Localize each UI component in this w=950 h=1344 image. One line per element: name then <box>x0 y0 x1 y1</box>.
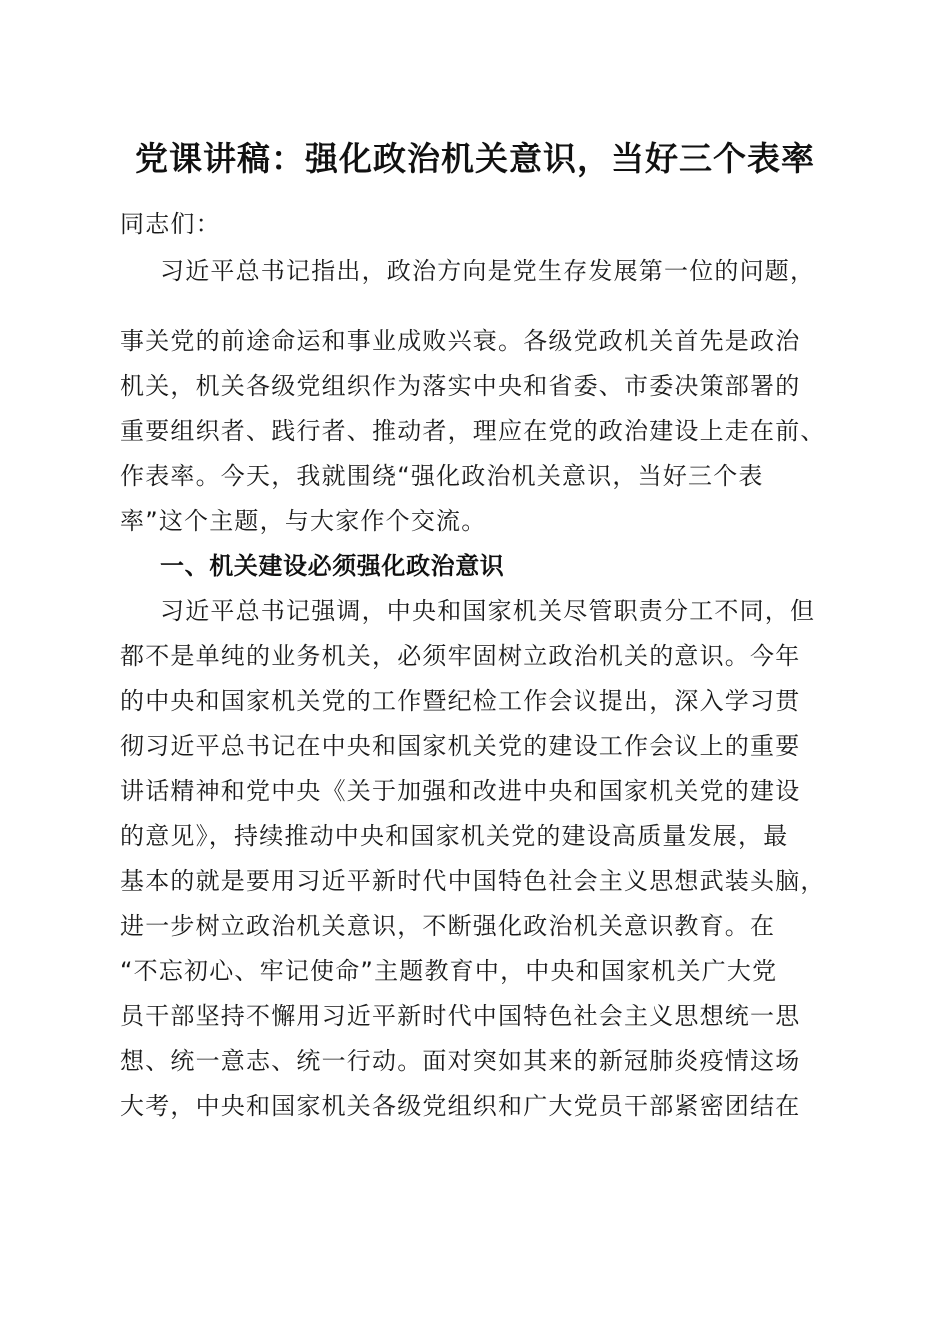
intro-line-1: 习近平总书记指出，政治方向是党生存发展第一位的问题， <box>160 257 816 285</box>
section-1-line-12: 大考，中央和国家机关各级党组织和广大党员干部紧密团结在 <box>120 1092 801 1120</box>
section-1-line-10: 员干部坚持不懈用习近平新时代中国特色社会主义思想统一思 <box>120 1002 801 1030</box>
intro-line-6: 率”这个主题，与大家作个交流。 <box>120 507 487 535</box>
document-title: 党课讲稿：强化政治机关意识，当好三个表率 <box>135 139 815 178</box>
section-1-line-6: 的意见》，持续推动中央和国家机关党的建设高质量发展，最 <box>120 822 789 850</box>
intro-line-5: 作表率。今天，我就围绕“强化政治机关意识，当好三个表 <box>120 462 764 490</box>
section-1-line-11: 想、统一意志、统一行动。面对突如其来的新冠肺炎疫情这场 <box>120 1047 801 1075</box>
section-1-line-8: 进一步树立政治机关意识，不断强化政治机关意识教育。在 <box>120 912 776 940</box>
salutation: 同志们： <box>120 210 221 238</box>
intro-line-2: 事关党的前途命运和事业成败兴衰。各级党政机关首先是政治 <box>120 327 801 355</box>
section-1-line-7: 基本的就是要用习近平新时代中国特色社会主义思想武装头脑， <box>120 867 826 895</box>
intro-line-3: 机关，机关各级党组织作为落实中央和省委、市委决策部署的 <box>120 372 801 400</box>
section-1-line-4: 彻习近平总书记在中央和国家机关党的建设工作会议上的重要 <box>120 732 801 760</box>
section-1-line-1: 习近平总书记强调，中央和国家机关尽管职责分工不同，但 <box>160 597 816 625</box>
section-1-line-2: 都不是单纯的业务机关，必须牢固树立政治机关的意识。今年 <box>120 642 801 670</box>
section-1-heading: 一、机关建设必须强化政治意识 <box>160 552 505 580</box>
section-1-line-3: 的中央和国家机关党的工作暨纪检工作会议提出，深入学习贯 <box>120 687 801 715</box>
section-1-line-9: “不忘初心、牢记使命”主题教育中，中央和国家机关广大党 <box>120 957 778 985</box>
intro-line-4: 重要组织者、践行者、推动者，理应在党的政治建设上走在前、 <box>120 417 826 445</box>
section-1-line-5: 讲话精神和党中央《关于加强和改进中央和国家机关党的建设 <box>120 777 801 805</box>
